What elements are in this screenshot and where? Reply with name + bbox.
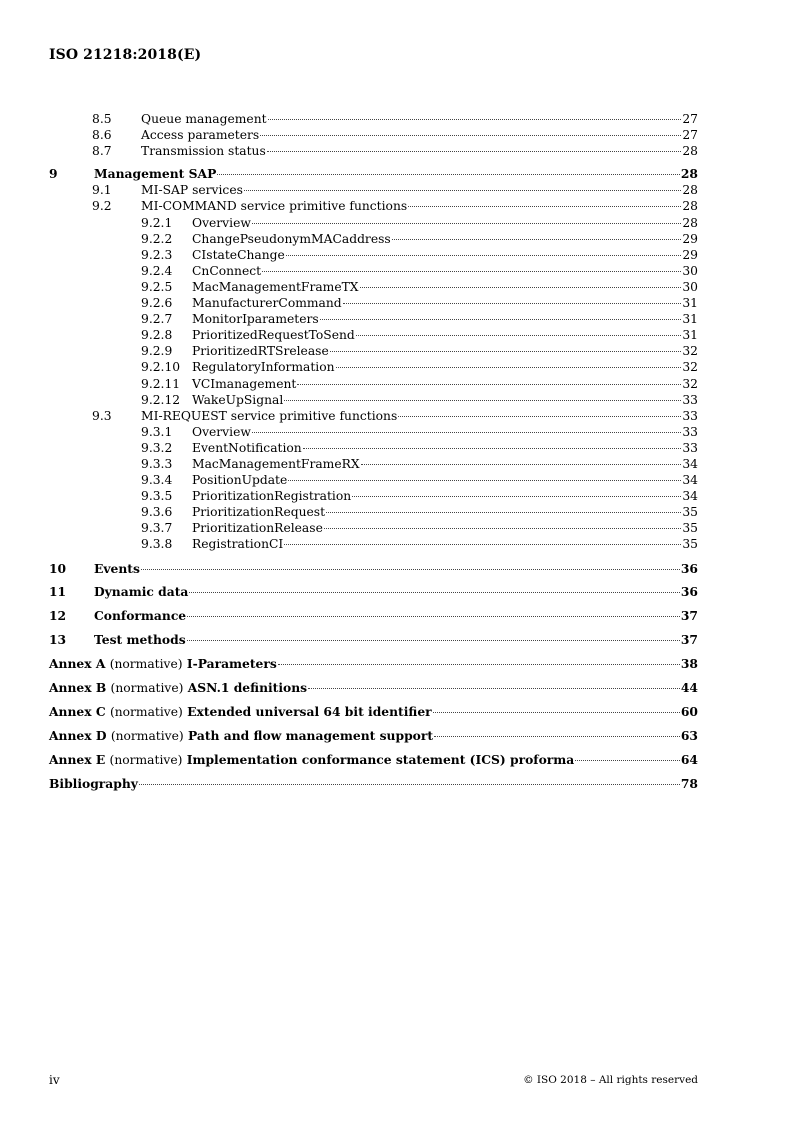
page-number: iv: [49, 1073, 60, 1087]
toc-entry-number: 9.2.5: [141, 279, 173, 294]
toc-entry-page: 33: [682, 440, 698, 455]
toc-entry-title: ASN.1 definitions: [187, 679, 308, 695]
toc-entry[interactable]: [49, 704, 698, 720]
toc-entry-number: 9.3.6: [141, 505, 173, 520]
toc-entry-page: 32: [682, 344, 698, 359]
toc-entry-number: Annex A: [49, 656, 106, 672]
toc-entry-number: 9.2.3: [141, 247, 173, 262]
toc-entry[interactable]: [49, 488, 698, 504]
toc-entry-page: 37: [680, 608, 698, 624]
toc-entry-title: Transmission status: [141, 144, 266, 159]
toc-entry-title: Implementation conformance statement (ICS) proforma: [186, 751, 575, 767]
dot-leader: [324, 528, 681, 529]
toc-entry-page: 31: [682, 296, 698, 311]
toc-entry-page: 28: [682, 144, 698, 159]
toc-entry[interactable]: [49, 680, 698, 696]
dot-leader: [320, 319, 682, 320]
toc-entry-page: 35: [682, 521, 698, 536]
dot-leader: [352, 496, 681, 497]
toc-entry-title: Events: [94, 560, 140, 576]
toc-entry-title: MI-REQUEST service primitive functions: [141, 408, 398, 423]
toc-entry-title: MacManagementFrameTX: [192, 279, 359, 294]
document-header: ISO 21218:2018(E): [49, 47, 202, 63]
toc-entry-page: 34: [682, 456, 698, 471]
toc-entry[interactable]: [49, 536, 698, 552]
toc-entry[interactable]: [49, 752, 698, 768]
toc-entry[interactable]: [49, 111, 698, 127]
toc-entry-number: 9.3.8: [141, 537, 173, 552]
dot-leader: [268, 119, 682, 120]
toc-entry-number: 9.2.10: [141, 360, 181, 375]
toc-entry[interactable]: [49, 408, 698, 424]
toc-entry-title: PrioritizedRTSrelease: [192, 344, 329, 359]
dot-leader: [252, 432, 681, 433]
toc-entry-number: 9.3.5: [141, 489, 173, 504]
dot-leader: [141, 569, 680, 570]
toc-entry-page: 29: [682, 231, 698, 246]
toc-entry-title: PositionUpdate: [192, 473, 288, 488]
toc-entry[interactable]: [49, 424, 698, 440]
toc-entry-number: 12: [49, 608, 67, 624]
toc-entry-page: 60: [680, 703, 698, 719]
dot-leader: [361, 464, 682, 465]
toc-entry-title: WakeUpSignal: [192, 392, 284, 407]
toc-entry-page: 63: [680, 727, 698, 743]
toc-entry-number: 9.3.1: [141, 424, 173, 439]
toc-entry[interactable]: [49, 295, 698, 311]
toc-entry[interactable]: [49, 327, 698, 343]
toc-entry-number: 8.6: [92, 128, 112, 143]
dot-leader: [288, 480, 681, 481]
toc-entry-number: Annex E: [49, 751, 106, 767]
toc-entry-title: MI-SAP services: [141, 183, 243, 198]
dot-leader: [433, 712, 680, 713]
toc-entry[interactable]: [49, 584, 698, 600]
toc-entry-page: 32: [682, 376, 698, 391]
toc-entry[interactable]: [49, 231, 698, 247]
toc-entry-number: 9.2.7: [141, 312, 173, 327]
toc-entry[interactable]: [49, 440, 698, 456]
dot-leader: [408, 206, 681, 207]
toc-entry-page: 33: [682, 392, 698, 407]
copyright-notice: © ISO 2018 – All rights reserved: [523, 1074, 698, 1086]
toc-entry-title: RegistrationCI: [192, 537, 284, 552]
toc-entry-page: 36: [680, 560, 698, 576]
toc-entry-page: 29: [682, 247, 698, 262]
toc-entry-title: Bibliography: [49, 775, 138, 791]
toc-entry[interactable]: [49, 632, 698, 648]
dot-leader: [343, 303, 682, 304]
toc-entry-title: PrioritizationRequest: [192, 505, 326, 520]
annex-kind: (normative): [109, 704, 183, 719]
toc-entry-page: 31: [682, 328, 698, 343]
toc-entry[interactable]: [49, 776, 698, 792]
toc-entry-title: Queue management: [141, 112, 267, 126]
dot-leader: [575, 760, 680, 761]
toc-entry-page: 34: [682, 473, 698, 488]
dot-leader: [187, 616, 680, 617]
toc-entry-title: MonitorIparameters: [192, 312, 319, 327]
toc-entry[interactable]: [49, 166, 698, 182]
toc-entry-title: CnConnect: [192, 263, 262, 278]
dot-leader: [392, 239, 682, 240]
dot-leader: [278, 664, 680, 665]
toc-entry[interactable]: [49, 520, 698, 536]
toc-entry-number: 9.3.4: [141, 473, 173, 488]
dot-leader: [267, 151, 682, 152]
toc-entry-page: 78: [680, 775, 698, 791]
dot-leader: [356, 335, 682, 336]
toc-entry-number: Annex C: [49, 703, 106, 719]
toc-entry-title: CIstateChange: [192, 247, 285, 262]
dot-leader: [330, 351, 682, 352]
toc-entry-number: 9.2: [92, 199, 112, 214]
toc-entry-title: PrioritizationRegistration: [192, 489, 352, 504]
toc-entry-title: Test methods: [94, 632, 186, 648]
toc-entry-title: EventNotification: [192, 440, 302, 455]
toc-entry-title: Extended universal 64 bit identifier: [187, 703, 432, 719]
dot-leader: [303, 448, 682, 449]
toc-entry[interactable]: [49, 656, 698, 672]
annex-kind: (normative): [110, 680, 184, 695]
toc-entry[interactable]: [49, 504, 698, 520]
toc-entry-number: 9.2.2: [141, 231, 173, 246]
dot-leader: [336, 367, 682, 368]
dot-leader: [326, 512, 681, 513]
toc-entry-page: 64: [680, 751, 698, 767]
toc-entry-page: 36: [680, 584, 698, 600]
toc-entry-number: 9.3: [92, 408, 112, 423]
toc-entry-number: Annex B: [49, 679, 107, 695]
dot-leader: [284, 544, 681, 545]
dot-leader: [262, 271, 681, 272]
toc-entry-number: 13: [49, 632, 67, 648]
toc-entry-number: 9.3.7: [141, 521, 173, 536]
toc-entry[interactable]: [49, 728, 698, 744]
toc-entry-page: 30: [682, 279, 698, 294]
toc-entry[interactable]: [49, 343, 698, 359]
toc-entry[interactable]: [49, 376, 698, 392]
toc-entry-page: 27: [682, 128, 698, 143]
toc-entry-number: 8.7: [92, 144, 112, 159]
toc-entry-page: 35: [682, 537, 698, 552]
toc-entry[interactable]: [49, 456, 698, 472]
toc-entry-page: 38: [680, 656, 698, 672]
toc-entry-number: 9.2.6: [141, 296, 173, 311]
toc-entry-title: VCImanagement: [192, 376, 297, 391]
toc-entry-title: Dynamic data: [94, 584, 189, 600]
toc-entry-page: 31: [682, 312, 698, 327]
toc-entry-page: 34: [682, 489, 698, 504]
dot-leader: [244, 190, 681, 191]
toc-entry-number: 9.3.2: [141, 440, 173, 455]
toc-entry-number: 10: [49, 560, 67, 576]
dot-leader: [260, 135, 681, 136]
toc-entry-page: 33: [682, 408, 698, 423]
toc-entry-title: Path and flow management support: [187, 727, 434, 743]
toc-entry-page: 37: [680, 632, 698, 648]
toc-entry-title: MI-COMMAND service primitive functions: [141, 199, 408, 214]
dot-leader: [187, 640, 680, 641]
toc-entry[interactable]: [49, 263, 698, 279]
toc-entry[interactable]: [49, 608, 698, 624]
toc-entry-title: Overview: [192, 215, 251, 230]
toc-entry-page: 28: [682, 183, 698, 198]
toc-entry-title: Access parameters: [141, 128, 260, 143]
toc-entry[interactable]: [49, 143, 698, 159]
toc-entry[interactable]: [49, 311, 698, 327]
toc-entry-number: 9.3.3: [141, 456, 173, 471]
dot-leader: [252, 223, 681, 224]
toc-entry-number: 8.5: [92, 112, 112, 126]
toc-entry-page: 30: [682, 263, 698, 278]
toc-entry-title: RegulatoryInformation: [192, 360, 335, 375]
annex-kind: (normative): [110, 728, 184, 743]
toc-entry[interactable]: [49, 182, 698, 198]
toc-entry[interactable]: [49, 561, 698, 577]
toc-entry-page: 28: [682, 199, 698, 214]
toc-entry-title: MacManagementFrameRX: [192, 456, 360, 471]
toc-entry-number: 9.2.4: [141, 263, 173, 278]
toc-entry-title: PrioritizationRelease: [192, 521, 323, 536]
toc-entry-page: 33: [682, 424, 698, 439]
dot-leader: [398, 416, 681, 417]
toc-entry-number: 9.2.9: [141, 344, 173, 359]
toc-entry-number: 9.2.1: [141, 215, 173, 230]
toc-entry-title: Overview: [192, 424, 251, 439]
toc-entry[interactable]: [49, 215, 698, 231]
toc-entry-page: 28: [682, 215, 698, 230]
toc-entry[interactable]: [49, 279, 698, 295]
toc-entry[interactable]: [49, 247, 698, 263]
annex-kind: (normative): [109, 752, 183, 767]
toc-entry-title: PrioritizedRequestToSend: [192, 328, 355, 343]
toc-entry-page: 32: [682, 360, 698, 375]
table-of-contents: [49, 111, 698, 792]
toc-entry-number: 9.2.12: [141, 392, 181, 407]
toc-entry-title: Management SAP: [94, 166, 217, 182]
toc-entry-page: 27: [682, 112, 698, 126]
dot-leader: [217, 174, 680, 175]
dot-leader: [139, 784, 680, 785]
toc-entry[interactable]: [49, 359, 698, 375]
toc-entry-title: I-Parameters: [186, 656, 277, 672]
toc-entry[interactable]: [49, 392, 698, 408]
dot-leader: [284, 400, 681, 401]
dot-leader: [360, 287, 682, 288]
dot-leader: [297, 384, 681, 385]
toc-entry-number: 9.2.8: [141, 328, 173, 343]
dot-leader: [189, 592, 679, 593]
dot-leader: [434, 736, 680, 737]
toc-entry-page: 28: [680, 166, 698, 182]
toc-entry[interactable]: [49, 198, 698, 214]
dot-leader: [286, 255, 682, 256]
toc-entry-number: 9: [49, 166, 58, 182]
dot-leader: [308, 688, 680, 689]
toc-entry-page: 44: [680, 679, 698, 695]
toc-entry-title: ChangePseudonymMACaddress: [192, 231, 391, 246]
toc-entry-number: 11: [49, 584, 67, 600]
toc-entry-number: 9.2.11: [141, 376, 181, 391]
toc-entry[interactable]: [49, 472, 698, 488]
toc-entry-title: ManufacturerCommand: [192, 296, 342, 311]
toc-entry-page: 35: [682, 505, 698, 520]
toc-entry[interactable]: [49, 127, 698, 143]
toc-entry-title: Conformance: [94, 608, 187, 624]
annex-kind: (normative): [109, 657, 183, 672]
toc-entry-number: 9.1: [92, 183, 112, 198]
toc-entry-number: Annex D: [49, 727, 107, 743]
